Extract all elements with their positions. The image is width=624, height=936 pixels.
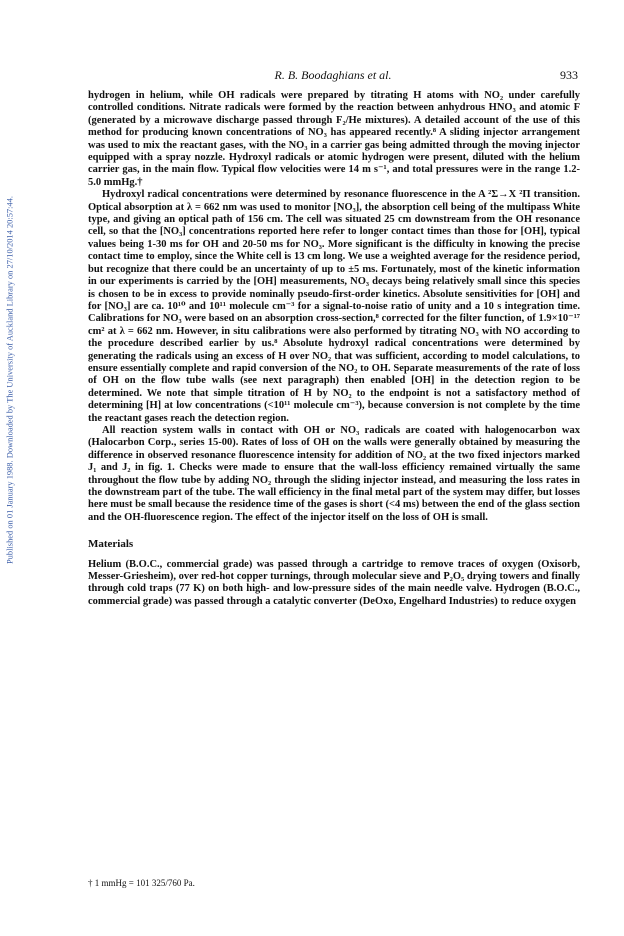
footnote: † 1 mmHg = 101 325/760 Pa. (88, 878, 195, 888)
paragraph-materials: Helium (B.O.C., commercial grade) was passed through a cartridge to remove traces of oxygen (Oxisorb, Messer-Griesheim), over red-hot copper turnings, through molecular sieve and P₂O₅ drying towers and finally through cold traps (77 K) on both high- and low-pressure sides of the main needle valve. Hydrogen (B.O.C., commercial grade) was passed through a catalytic converter (DeOxo, Engelhard Industries) to reduce oxygen (88, 558, 580, 607)
paragraph-methods-2: Hydroxyl radical concentrations were determined by resonance fluorescence in the A ²Σ→X ²Π transition. Optical absorption at λ = 662 nm was used to monitor [NO₃], the absorption cell being of the multipass White type, and giving an optical path of 156 cm. The cell was situated 25 cm downstream from the OH resonance cell, so that the [NO₃] concentrations reported here refer to longer contact times than those for [OH], typical values being 1-30 ms for OH and 20-50 ms for NO₃. More significant is the difficulty in knowing the precise contact time to employ, since the White cell is 13 cm long. We use a weighted average for the residence period, but recognize that there could be an uncertainty of up to ±5 ms. Fortunately, most of the kinetic information in our experiments is carried by the [OH] measurements, NO₃ decays being relatively small since this species is chosen to be in excess to provide nominally pseudo-first-order kinetics. Absolute sensitivities for [OH] and for [NO₃] are ca. 10¹⁰ and 10¹¹ molecule cm⁻³ for a signal-to-noise ratio of unity and a 10 s integration time. Calibrations for NO₃ were based on an absorption cross-section,⁸ corrected for the filter function, of 1.9×10⁻¹⁷ cm² at λ = 662 nm. However, in situ calibrations were also performed by titrating NO₃ with NO according to the procedure described earlier by us.⁸ Absolute hydroxyl radical concentrations were determined by generating the radicals using an excess of H over NO₂ that was sufficient, according to model calculations, to ensure essentially complete and rapid conversion of the NO₂ to OH. Separate measurements of the rate of loss of OH on the flow tube walls (see next paragraph) then enabled [OH] in the detection region to be determined. We note that simple titration of H by NO₂ to the endpoint is not a satisfactory method of determining [H] at low concentrations (<10¹¹ molecule cm⁻³), because conversion is not complete by the time the reactant gases reach the detection region. (88, 189, 580, 424)
page-number: 933 (560, 68, 578, 82)
page-header (88, 68, 578, 84)
paragraph-methods-1: hydrogen in helium, while OH radicals were prepared by titrating H atoms with NO₂ under carefully controlled conditions. Nitrate radicals were formed by the reaction between anhydrous HNO₃ and atomic F (generated by a microwave discharge passed through F₂/He mixtures). A detailed account of the use of this method for producing known concentrations of NO₃ has appeared recently.⁸ A sliding injector arrangement was used to mix the reactant gases, with the NO₃ in a carrier gas being admitted through the moving injector equipped with a spray nozzle. Hydroxyl radicals or atomic hydrogen were present, diluted with the helium carrier gas, in the main flow. Typical flow velocities were 14 m s⁻¹, and total pressures were in the range 1.2-5.0 mmHg.† (88, 90, 580, 188)
article-body (88, 90, 580, 608)
section-heading-materials: Materials (88, 538, 134, 551)
running-head: R. B. Boodaghians et al. (274, 68, 392, 82)
download-watermark: Published on 01 January 1988. Downloaded by The University of Auckland Library on 27/10/2014 20:57:44. (5, 196, 15, 565)
paragraph-methods-3: All reaction system walls in contact with OH or NO₃ radicals are coated with halogenocarbon wax (Halocarbon Corp., series 15-00). Rates of loss of OH on the walls were generally obtained by measuring the difference in observed resonance fluorescence intensity for addition of NO₂ at the two fixed injectors marked J₁ and J₂ in fig. 1. Checks were made to ensure that the wall-loss efficiency remained virtually the same throughout the flow tube by adding NO₂ through the sliding injector instead, and measuring the loss rates in the downstream part of the tube. The wall efficiency in the final metal part of the system may differ, but losses here must be small because the residence time of the gases is short (<4 ms) between the end of the glass section and the OH-fluorescence region. The effect of the injector itself on the loss of OH is small. (88, 424, 580, 523)
